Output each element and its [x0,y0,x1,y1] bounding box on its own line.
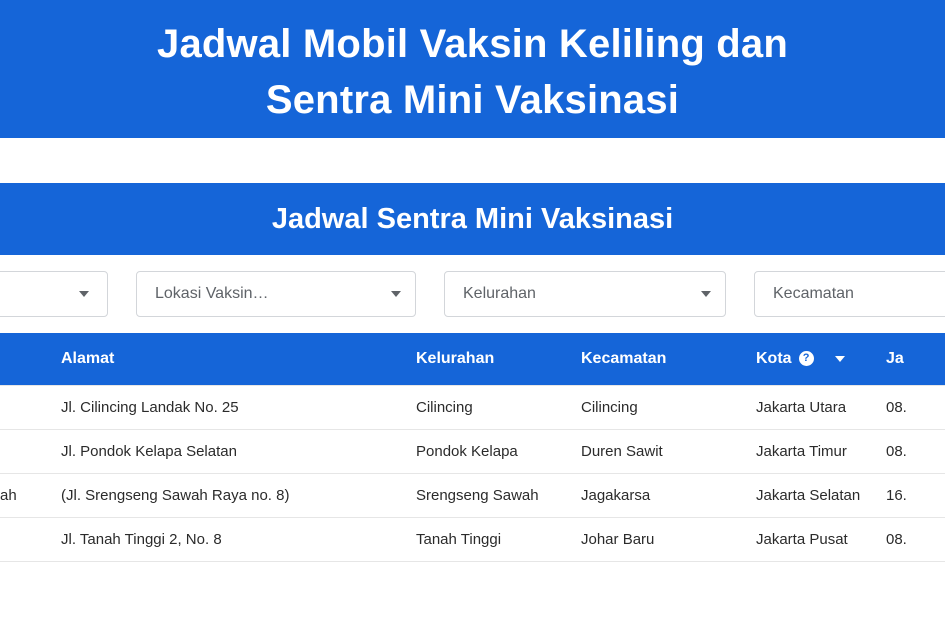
cell-kota: Jakarta Pusat [756,517,886,561]
column-header-kota[interactable] [756,333,886,385]
column-header-alamat-label: Alamat [61,349,115,367]
cell-kota: Jakarta Utara [756,385,886,429]
cell-jam: 08. [886,385,945,429]
cell-kecamatan: Jagakarsa [581,473,756,517]
table-body [0,385,945,561]
column-header-kelurahan[interactable] [416,333,581,385]
help-circle-icon[interactable]: ? [799,351,814,366]
cell-kecamatan: Johar Baru [581,517,756,561]
filter-kecamatan-label: Kecamatan [773,285,854,302]
cell-nama [0,517,61,561]
chevron-down-icon [701,291,711,297]
cell-kota: Jakarta Timur [756,429,886,473]
column-header-kelurahan-label: Kelurahan [416,349,495,367]
filter-pertama[interactable] [0,271,108,317]
table-row[interactable] [0,385,945,429]
column-header-nama[interactable] [0,333,61,385]
cell-kecamatan: Cilincing [581,385,756,429]
chevron-down-icon [391,291,401,297]
column-header-kecamatan[interactable] [581,333,756,385]
cell-nama [0,385,61,429]
column-header-kota-label: Kota [756,349,792,367]
table-header-row [0,333,945,385]
filter-lokasi-vaksinasi-label: Lokasi Vaksin… [155,285,269,302]
filter-kecamatan[interactable] [754,271,945,317]
cell-jam: 08. [886,517,945,561]
chevron-down-icon[interactable] [835,356,845,362]
schedule-table [0,333,945,562]
column-header-jam[interactable] [886,333,945,385]
filter-lokasi-vaksinasi[interactable] [136,271,416,317]
filter-kelurahan-label: Kelurahan [463,285,536,302]
table-row[interactable] [0,517,945,561]
cell-kecamatan: Duren Sawit [581,429,756,473]
filter-kelurahan[interactable] [444,271,726,317]
cell-alamat: Jl. Pondok Kelapa Selatan [61,429,416,473]
cell-alamat: Jl. Cilincing Landak No. 25 [61,385,416,429]
table-row[interactable] [0,429,945,473]
header-divider [0,138,945,183]
cell-kelurahan: Pondok Kelapa [416,429,581,473]
table-row[interactable] [0,473,945,517]
filter-bar [0,255,945,333]
cell-alamat: (Jl. Srengseng Sawah Raya no. 8) [61,473,416,517]
cell-nama [0,429,61,473]
schedule-table-wrap [0,333,945,562]
column-header-jam-label: Ja [886,349,904,367]
cell-alamat: Jl. Tanah Tinggi 2, No. 8 [61,517,416,561]
page-title-line-2: Sentra Mini Vaksinasi [265,78,680,122]
cell-nama: ah [0,473,61,517]
cell-kota: Jakarta Selatan [756,473,886,517]
page-title-line-1: Jadwal Mobil Vaksin Keliling dan [157,22,788,66]
cell-jam: 16. [886,473,945,517]
cell-kelurahan: Tanah Tinggi [416,517,581,561]
section-header [0,183,945,255]
cell-kelurahan: Srengseng Sawah [416,473,581,517]
cell-kelurahan: Cilincing [416,385,581,429]
cell-jam: 08. [886,429,945,473]
column-header-alamat[interactable] [61,333,416,385]
chevron-down-icon [79,291,89,297]
page-header [0,0,945,138]
section-title: Jadwal Sentra Mini Vaksinasi [271,202,674,235]
column-header-kecamatan-label: Kecamatan [581,349,667,367]
